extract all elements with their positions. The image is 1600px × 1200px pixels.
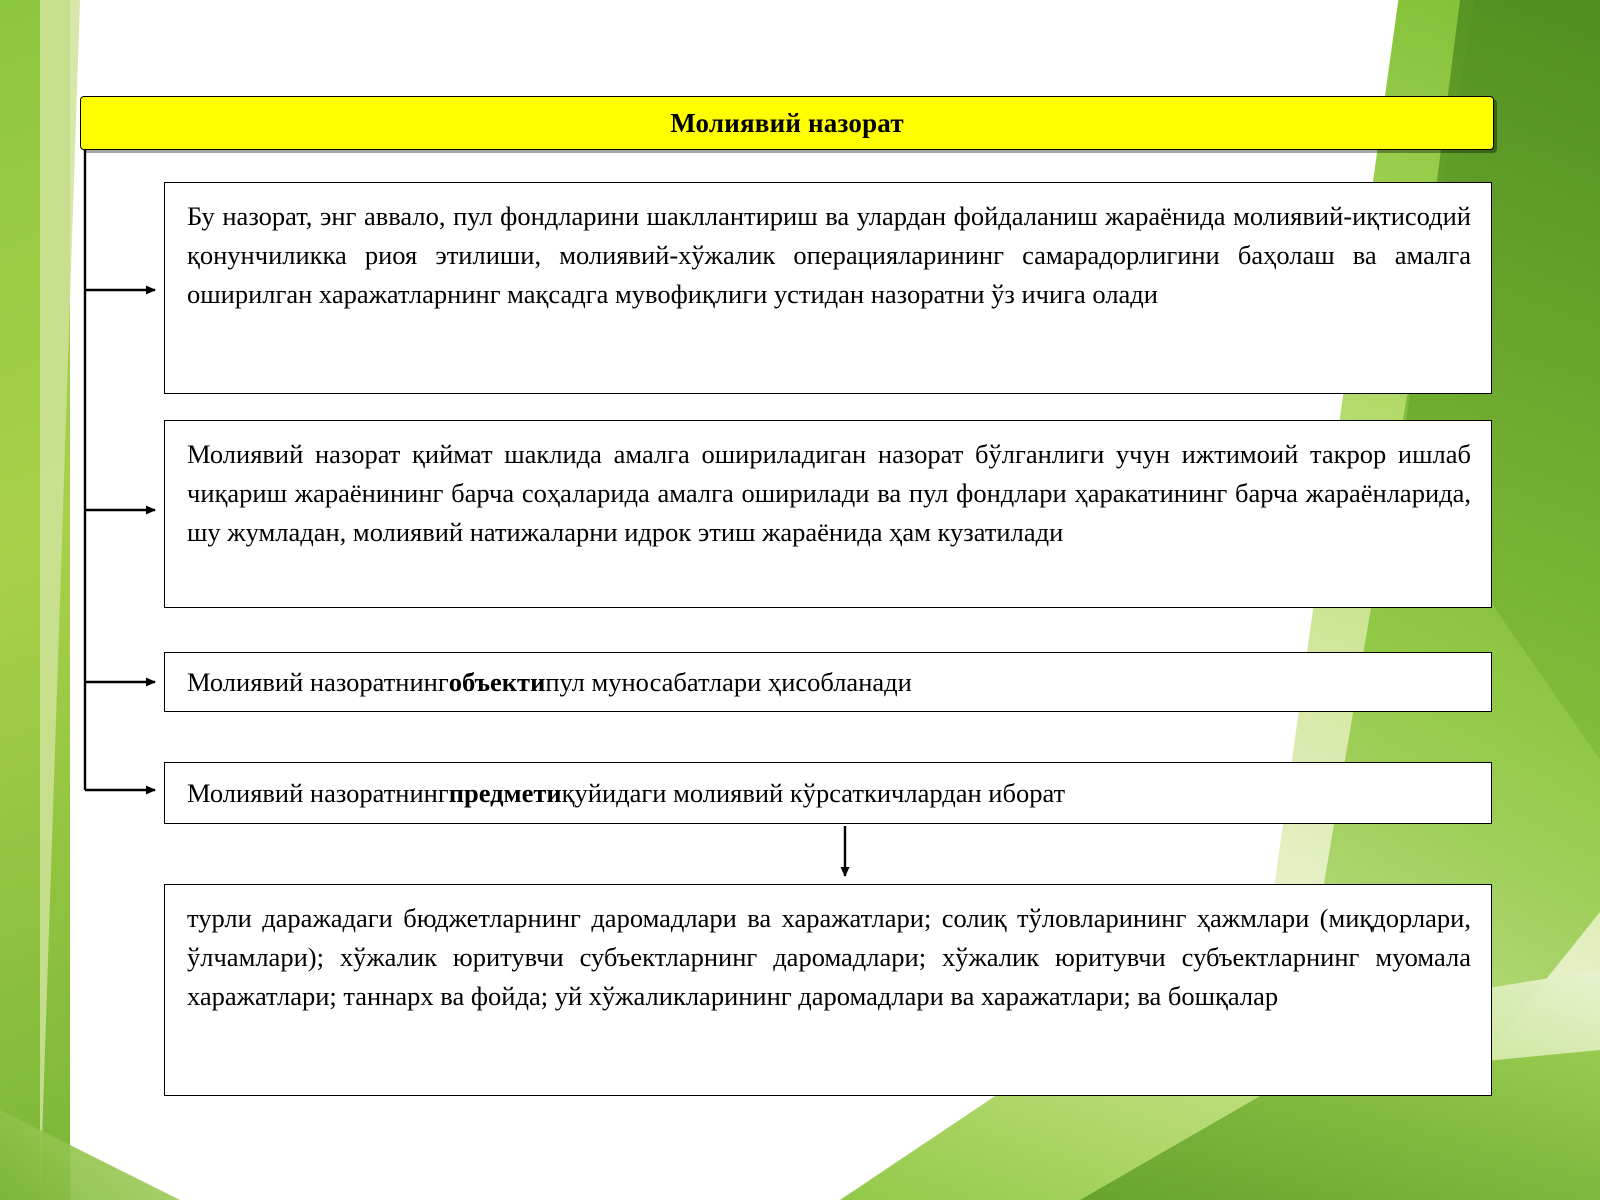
- box3-suffix: пул муносабатлари ҳисобланади: [545, 666, 912, 697]
- box3-keyword: объекти: [448, 666, 546, 697]
- box4-prefix: Молиявий назоратнинг: [187, 777, 449, 808]
- box4-suffix: қуйидаги молиявий кўрсаткичлардан иборат: [561, 777, 1066, 808]
- statement-box-4: [164, 762, 1492, 824]
- box4-keyword: предмети: [448, 777, 562, 808]
- slide-title-banner: [80, 96, 1494, 150]
- statement-box-3: [164, 652, 1492, 712]
- statement-box-5: турли даражадаги бюджетларнинг даромадлари ва харажатлари; солиқ тўловларининг ҳажмлари (миқдорлари, ўлчамлари); хўжалик юритувчи субъектларнинг даромадлари; хўжалик юритувчи субъектларнинг муомала харажатлари; таннарх ва фойда; уй хўжаликларининг даромадлари ва харажатлари; ва бошқалар: [164, 884, 1492, 1096]
- page-title: Молиявий назорат: [670, 107, 904, 138]
- statement-box-1: Бу назорат, энг аввало, пул фондларини шакллантириш ва улардан фойдаланиш жараёнида молиявий-иқтисодий қонунчиликка риоя этилиши, молиявий-хўжалик операцияларининг самарадорлигини баҳолаш ва амалга оширилган харажатларнинг мақсадга мувофиқлиги устидан назоратни ўз ичига олади: [164, 182, 1492, 394]
- box3-prefix: Молиявий назоратнинг: [187, 666, 449, 697]
- statement-box-2: Молиявий назорат қиймат шаклида амалга ошириладиган назорат бўлганлиги учун ижтимоий такрор ишлаб чиқариш жараёнининг барча соҳаларида амалга оширилади ва пул фондлари ҳаракатининг барча жараёнларида, шу жумладан, молиявий натижаларни идрок этиш жараёнида ҳам кузатилади: [164, 420, 1492, 608]
